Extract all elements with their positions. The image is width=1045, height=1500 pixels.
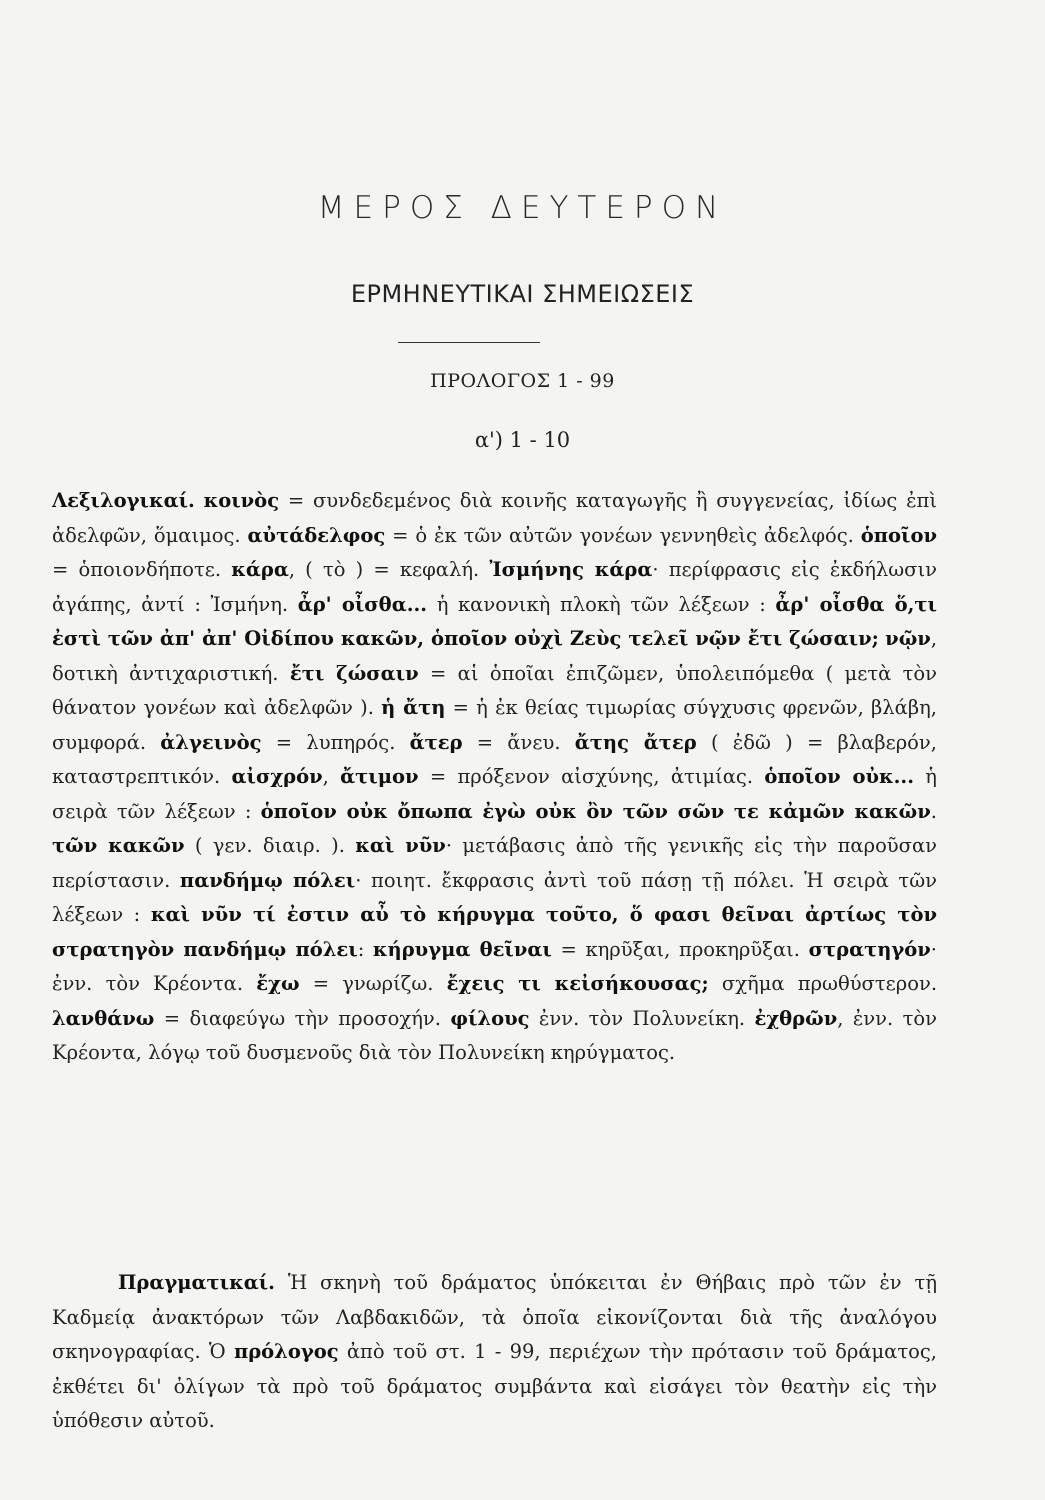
note-run: = ὁποιονδήποτε. (52, 558, 232, 581)
note-run: καὶ νῦν τί ἐστιν αὖ τὸ κήρυγμα τοῦτο, ὅ φασι θεῖναι ἀρτίως τὸν στρατηγὸν πανδήμῳ πόλει (52, 903, 937, 961)
note-run: Ἡ σκηνὴ τοῦ δράματος ὑπόκειται ἐν Θήβαις πρὸ τῶν ἐν τῇ Καδμείᾳ ἀνακτόρων τῶν Λαβδακιδῶν, τὰ ὁποῖα εἰκονίζονται διὰ τῆς ἀναλόγου σκηνογραφίας. Ὁ (52, 1271, 937, 1363)
note-run: , ἐνν. τὸν Κρέοντα, λόγῳ τοῦ δυσμενοῦς διὰ τὸν Πολυνείκη κηρύγματος. (52, 1006, 937, 1064)
note-run: ἄτερ (409, 730, 463, 754)
note-run: πρόλογος (233, 1340, 339, 1363)
note-run: ὁποῖον οὐκ... (764, 765, 915, 788)
note-run: ἐνν. τὸν Πολυνείκη. (529, 1006, 755, 1030)
note-run: ἆρ' οἶσθα... (297, 592, 428, 616)
note-run: κάρα (231, 558, 289, 581)
note-run (195, 489, 204, 512)
note-run: = ὁ ἐκ τῶν αὐτῶν γονέων γεννηθεὶς ἀδελφός. (385, 523, 861, 547)
note-run: = ἄνευ. (462, 730, 575, 754)
title-divider (398, 342, 540, 343)
note-run: ( γεν. διαιρ. ). (184, 834, 356, 857)
note-run: στρατηγόν (808, 937, 931, 961)
note-run: . (930, 799, 937, 823)
note-run: , δοτικὴ ἀντιχαριστική. (52, 627, 938, 685)
part-title: ΜΕΡΟΣ ΔΕΥΤΕΡΟΝ (317, 190, 728, 226)
note-run: Λεξιλογικαί. (52, 489, 195, 512)
note-run: κοινὸς (203, 489, 280, 512)
subsection-title: α') 1 - 10 (474, 428, 571, 452)
note-run: : (357, 937, 373, 961)
note-run: ἡ σειρὰ τῶν λέξεων : (52, 765, 937, 823)
note-run: ἔχω (256, 972, 300, 995)
note-run: νῷν (885, 627, 931, 650)
note-run: = αἱ ὁποῖαι ἐπιζῶμεν, ὑπολειπόμεθα ( μετὰ τὸν θάνατον γονέων καὶ ἀδελφῶν ). (52, 661, 938, 719)
note-run: ὁποῖον (860, 523, 938, 547)
note-run: = ἡ ἐκ θείας τιμωρίας σύγχυσις φρενῶν, βλάβη, συμφορά. (52, 696, 937, 754)
note-run: ἔχεις τι κεἰσήκουσας; (446, 972, 709, 995)
note-run: φίλους (450, 1006, 530, 1030)
note-run: κήρυγμα θεῖναι (372, 937, 552, 961)
note-run: , (322, 765, 341, 788)
note-run: ἔτι ζώσαιν (289, 661, 419, 685)
lexical-notes-paragraph (52, 484, 937, 1071)
note-run: ἀπὸ τοῦ στ. 1 - 99, περιέχων τὴν πρότασιν τοῦ δράματος, ἐκθέτει δι' ὀλίγων τὰ πρὸ τοῦ δράματος συμβάντα καὶ εἰσάγει τὸν θεατὴν εἰς τὴν ὑπόθεσιν αὐτοῦ. (52, 1340, 937, 1432)
note-run: ( ἐδῶ ) = βλαβερόν, καταστρεπτικόν. (52, 730, 937, 788)
note-run: = γνωρίζω. (299, 972, 447, 995)
note-run: Ἰσμήνης κάρα (489, 558, 653, 581)
note-run: Πραγματικαί. (118, 1271, 275, 1294)
note-run: ὁποῖον οὐκ ὄπωπα ἐγὼ οὐκ ὂν τῶν σῶν τε κἀμῶν κακῶν (260, 799, 931, 823)
note-run: ἡ κανονικὴ πλοκὴ τῶν λέξεων : (427, 592, 776, 616)
note-run: πανδήμῳ πόλει (179, 868, 356, 892)
prologue-title: ΠΡΟΛΟΓΟΣ 1 - 99 (430, 370, 615, 392)
note-run: ἐχθρῶν (754, 1006, 838, 1030)
note-run: · μετάβασις ἀπὸ τῆς γενικῆς εἰς τὴν παροῦσαν περίστασιν. (52, 834, 937, 892)
note-run: ἡ ἄτη (381, 696, 446, 719)
note-run: = κηρῦξαι, προκηρῦξαι. (551, 937, 809, 961)
note-run: λανθάνω (52, 1006, 155, 1030)
note-run: = συνδεδεμένος διὰ κοινῆς καταγωγῆς ἢ συγγενείας, ἰδίως ἐπὶ ἀδελφῶν, ὅμαιμος. (52, 489, 937, 547)
note-run: , ( τὸ ) = κεφαλή. (288, 558, 490, 581)
note-run: ἄτης ἄτερ (574, 730, 697, 754)
note-run: = πρόξενον αἰσχύνης, ἀτιμίας. (418, 765, 765, 788)
note-run: = λυπηρός. (261, 730, 410, 754)
note-run: αἰσχρόν (231, 765, 323, 788)
note-run: σχῆμα πρωθύστερον. (708, 972, 938, 995)
section-title: ΕΡΜΗΝΕΥΤΙΚΑΙ ΣΗΜΕΙΩΣΕΙΣ (350, 280, 695, 308)
note-run: ἆρ' οἶσθα ὅ,τι ἐστὶ τῶν ἀπ' ἀπ' Οἰδίπου κακῶν, ὁποῖον οὐχὶ Ζεὺς τελεῖ νῷν ἔτι ζώσαιν; (52, 592, 937, 650)
note-run: καὶ νῦν (355, 834, 446, 857)
note-run: = διαφεύγω τὴν προσοχήν. (154, 1006, 451, 1030)
factual-notes-paragraph (52, 1266, 937, 1439)
note-run: · περίφρασις εἰς ἐκδήλωσιν ἀγάπης, ἀντί : Ἰσμήνη. (52, 558, 937, 616)
note-run: ἄτιμον (340, 765, 419, 788)
note-run: αὐτάδελφος (247, 523, 386, 547)
note-run: τῶν κακῶν (52, 834, 185, 857)
note-run: · ἐνν. τὸν Κρέοντα. (52, 937, 937, 995)
note-run: · ποιητ. ἔκφρασις ἀντὶ τοῦ πάσῃ τῇ πόλει. Ἡ σειρὰ τῶν λέξεων : (52, 868, 937, 926)
note-run: ἀλγεινὸς (160, 730, 262, 754)
